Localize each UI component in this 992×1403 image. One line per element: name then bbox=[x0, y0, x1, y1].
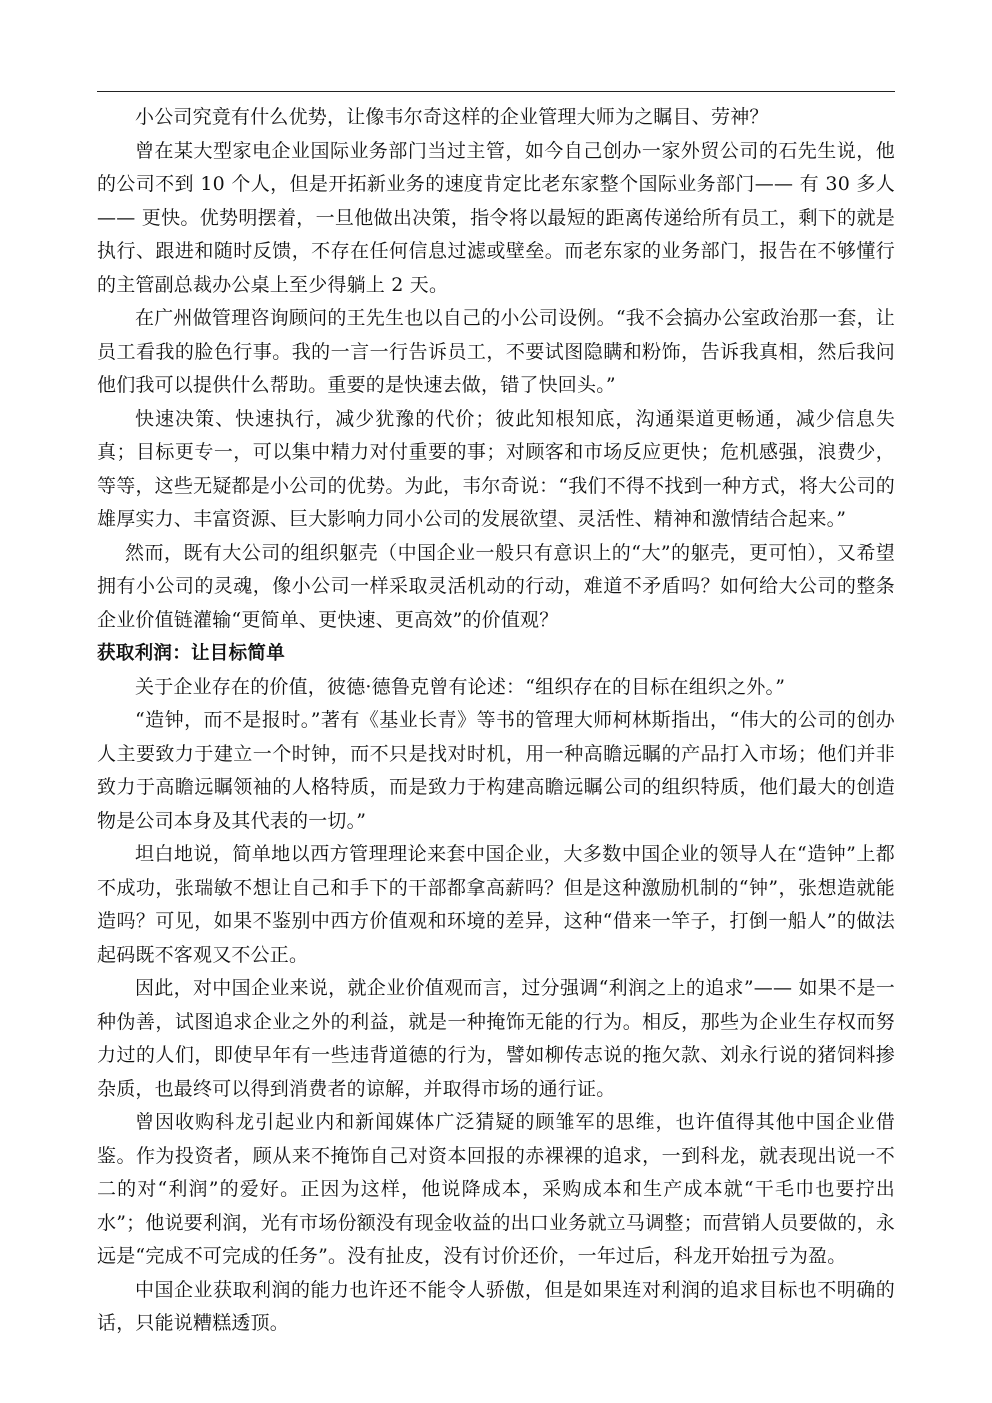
paragraph: “造钟，而不是报时。”著有《基业长青》等书的管理大师柯林斯指出，“伟大的公司的创办人主要致力于建立一个时钟，而不只是找对时机，用一种高瞻远瞩的产品打入市场；他们并非致力于高瞻远瞩领袖的人格特质，而是致力于构建高瞻远瞩公司的组织特质，他们最大的创造物是公司本身及其代表的一切。” bbox=[97, 709, 895, 832]
header-rule bbox=[97, 91, 895, 92]
paragraph: 然而，既有大公司的组织躯壳（中国企业一般只有意识上的“大”的躯壳，更可怕），又希望拥有小公司的灵魂，像小公司一样采取灵活机动的行动，难道不矛盾吗？如何给大公司的整条企业价值链灌输“更简单、更快速、更高效”的价值观？ bbox=[97, 541, 895, 631]
paragraph: 曾因收购科龙引起业内和新闻媒体广泛猜疑的顾雏军的思维，也许值得其他中国企业借鉴。作为投资者，顾从来不掩饰自己对资本回报的赤裸裸的追求，一到科龙，就表现出说一不二的对“利润”的爱好。正因为这样，他说降成本，采购成本和生产成本就“干毛巾也要拧出水”；他说要利润，光有市场份额没有现金收益的出口业务就立马调整；而营销人员要做的，永远是“完成不可完成的任务”。没有扯皮，没有讨价还价，一年过后，科龙开始扭亏为盈。 bbox=[97, 1111, 895, 1267]
section-heading: 获取利润：让目标简单 bbox=[97, 643, 286, 664]
paragraph: 坦白地说，简单地以西方管理理论来套中国企业，大多数中国企业的领导人在“造钟”上都不成功，张瑞敏不想让自己和手下的干部都拿高薪吗？但是这种激励机制的“钟”，张想造就能造吗？可见，如果不鉴别中西方价值观和环境的差异，这种“借来一竿子，打倒一船人”的做法起码既不客观又不公正。 bbox=[97, 843, 895, 966]
paragraph: 小公司究竟有什么优势，让像韦尔奇这样的企业管理大师为之瞩目、劳神？ bbox=[135, 106, 769, 128]
paragraph: 因此，对中国企业来说，就企业价值观而言，过分强调“利润之上的追求”—— 如果不是一种伪善，试图追求企业之外的利益，就是一种掩饰无能的行为。相反，那些为企业生存权而努力过的人们，即使早年有一些违背道德的行为，譬如柳传志说的拖欠款、刘永行说的猪饲料掺杂质，也最终可以得到消费者的谅解，并取得市场的通行证。 bbox=[97, 977, 895, 1100]
paragraph: 关于企业存在的价值，彼德·德鲁克曾有论述：“组织存在的目标在组织之外。” bbox=[135, 675, 786, 698]
paragraph: 曾在某大型家电企业国际业务部门当过主管，如今自己创办一家外贸公司的石先生说，他的公司不到 10 个人，但是开拓新业务的速度肯定比老东家整个国际业务部门—— 有 30 多人—— 更快。优势明摆着，一旦他做出决策，指令将以最短的距离传递给所有员工，剩下的就是执行、跟进和随时反馈，不存在任何信息过滤或壁垒。而老东家的业务部门，报告在不够懂行的主管副总裁办公桌上至少得躺上 2 天。 bbox=[97, 139, 895, 296]
document-page bbox=[97, 0, 895, 1403]
paragraph: 中国企业获取利润的能力也许还不能令人骄傲，但是如果连对利润的追求目标也不明确的话，只能说糟糕透顶。 bbox=[97, 1278, 895, 1334]
article-body bbox=[97, 101, 895, 1341]
paragraph: 快速决策、快速执行，减少犹豫的代价；彼此知根知底，沟通渠道更畅通，减少信息失真；目标更专一，可以集中精力对付重要的事；对顾客和市场反应更快；危机感强，浪费少，等等，这些无疑都是小公司的优势。为此，韦尔奇说：“我们不得不找到一种方式，将大公司的雄厚实力、丰富资源、巨大影响力同小公司的发展欲望、灵活性、精神和激情结合起来。” bbox=[97, 407, 895, 530]
paragraph: 在广州做管理咨询顾问的王先生也以自己的小公司设例。“我不会搞办公室政治那一套，让员工看我的脸色行事。我的一言一行告诉员工，不要试图隐瞒和粉饰，告诉我真相，然后我问他们我可以提供什么帮助。重要的是快速去做，错了快回头。” bbox=[97, 307, 895, 396]
